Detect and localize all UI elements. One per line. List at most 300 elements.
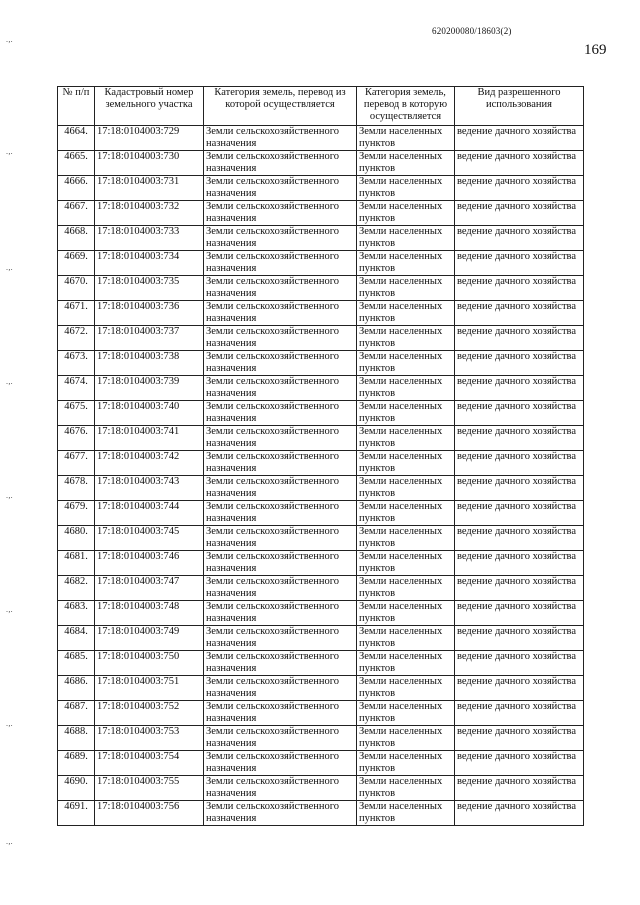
table-row (58, 201, 584, 226)
table-row (58, 751, 584, 776)
category-from (204, 301, 357, 326)
table-row (58, 676, 584, 701)
table-row (58, 426, 584, 451)
permitted-use (455, 401, 584, 426)
category-to (357, 551, 455, 576)
table-row (58, 126, 584, 151)
category-from (204, 501, 357, 526)
category-to-line2: пунктов (359, 713, 396, 724)
permitted-use-text: ведение дачного хозяйства (457, 576, 577, 587)
category-from-line1: Земли сельскохозяйственного (206, 726, 340, 737)
category-from (204, 726, 357, 751)
category-from-line1: Земли сельскохозяйственного (206, 801, 340, 812)
row-number-text: 4675. (64, 401, 88, 412)
cadastral-number (95, 276, 204, 301)
permitted-use-text: ведение дачного хозяйства (457, 151, 577, 162)
row-number (58, 426, 95, 451)
cadastral-number (95, 151, 204, 176)
category-from-line2: назначения (206, 613, 257, 624)
table-row (58, 701, 584, 726)
permitted-use-text: ведение дачного хозяйства (457, 701, 577, 712)
cadastral-number (95, 801, 204, 826)
permitted-use (455, 626, 584, 651)
category-to-line2: пунктов (359, 163, 396, 174)
row-number-text: 4689. (64, 751, 88, 762)
category-from-line1: Земли сельскохозяйственного (206, 526, 340, 537)
cadastral-number (95, 376, 204, 401)
permitted-use (455, 551, 584, 576)
category-to-line1: Земли населенных (359, 126, 443, 137)
table-row (58, 651, 584, 676)
table-row (58, 501, 584, 526)
cadastral-number (95, 176, 204, 201)
category-to (357, 276, 455, 301)
category-to (357, 226, 455, 251)
row-number (58, 576, 95, 601)
row-number (58, 251, 95, 276)
scan-mark: .‚. (6, 147, 13, 156)
category-to-line1: Земли населенных (359, 576, 443, 587)
cadastral-number (95, 401, 204, 426)
category-from-line2: назначения (206, 738, 257, 749)
category-to-line1: Земли населенных (359, 651, 443, 662)
category-to-line1: Земли населенных (359, 601, 443, 612)
category-from-line2: назначения (206, 288, 257, 299)
category-to-line2: пунктов (359, 313, 396, 324)
category-to-line1: Земли населенных (359, 776, 443, 787)
permitted-use (455, 126, 584, 151)
permitted-use (455, 601, 584, 626)
table-row (58, 551, 584, 576)
row-number (58, 326, 95, 351)
category-to-line2: пунктов (359, 463, 396, 474)
category-from (204, 401, 357, 426)
page-number: 169 (584, 42, 607, 58)
category-from-line1: Земли сельскохозяйственного (206, 151, 340, 162)
row-number-text: 4685. (64, 651, 88, 662)
scan-mark: .‚. (6, 377, 13, 386)
category-from-line1: Земли сельскохозяйственного (206, 501, 340, 512)
permitted-use-text: ведение дачного хозяйства (457, 326, 577, 337)
category-to-line1: Земли населенных (359, 401, 443, 412)
category-from (204, 476, 357, 501)
category-to-line2: пунктов (359, 263, 396, 274)
row-number-text: 4687. (64, 701, 88, 712)
row-number (58, 726, 95, 751)
permitted-use (455, 526, 584, 551)
cadastral-number (95, 651, 204, 676)
cadastral-number (95, 326, 204, 351)
category-from (204, 551, 357, 576)
cadastral-number-text: 17:18:0104003:741 (97, 426, 180, 437)
category-to (357, 251, 455, 276)
category-to (357, 726, 455, 751)
category-from-line2: назначения (206, 438, 257, 449)
permitted-use (455, 576, 584, 601)
permitted-use-text: ведение дачного хозяйства (457, 676, 577, 687)
category-to-line1: Земли населенных (359, 326, 443, 337)
row-number (58, 801, 95, 826)
category-from-line2: назначения (206, 313, 257, 324)
row-number-text: 4681. (64, 551, 88, 562)
cadastral-number (95, 226, 204, 251)
category-to-line1: Земли населенных (359, 801, 443, 812)
table-row (58, 451, 584, 476)
permitted-use-text: ведение дачного хозяйства (457, 426, 577, 437)
category-to (357, 776, 455, 801)
row-number-text: 4667. (64, 201, 88, 212)
category-to-line1: Земли населенных (359, 226, 443, 237)
cadastral-number-text: 17:18:0104003:745 (97, 526, 180, 537)
category-to-line2: пунктов (359, 363, 396, 374)
category-from (204, 326, 357, 351)
category-to-line1: Земли населенных (359, 176, 443, 187)
header-category-from: Категория земель, перевод из которой осуществляется (204, 87, 357, 126)
category-to-line1: Земли населенных (359, 201, 443, 212)
row-number (58, 451, 95, 476)
category-from-line1: Земли сельскохозяйственного (206, 651, 340, 662)
category-from-line1: Земли сельскохозяйственного (206, 176, 340, 187)
category-to-line2: пунктов (359, 213, 396, 224)
category-from (204, 801, 357, 826)
permitted-use-text: ведение дачного хозяйства (457, 401, 577, 412)
cadastral-number-text: 17:18:0104003:736 (97, 301, 180, 312)
category-to-line1: Земли населенных (359, 626, 443, 637)
cadastral-number (95, 576, 204, 601)
category-from-line2: назначения (206, 188, 257, 199)
cadastral-number-text: 17:18:0104003:730 (97, 151, 180, 162)
row-number-text: 4671. (64, 301, 88, 312)
category-from-line2: назначения (206, 388, 257, 399)
category-to-line2: пунктов (359, 438, 396, 449)
permitted-use-text: ведение дачного хозяйства (457, 301, 577, 312)
cadastral-number-text: 17:18:0104003:744 (97, 501, 180, 512)
permitted-use (455, 251, 584, 276)
cadastral-number (95, 426, 204, 451)
row-number (58, 526, 95, 551)
permitted-use-text: ведение дачного хозяйства (457, 226, 577, 237)
permitted-use-text: ведение дачного хозяйства (457, 801, 577, 812)
category-from (204, 126, 357, 151)
row-number (58, 176, 95, 201)
cadastral-number (95, 476, 204, 501)
cadastral-number (95, 676, 204, 701)
category-from-line1: Земли сельскохозяйственного (206, 701, 340, 712)
cadastral-number (95, 251, 204, 276)
category-from-line1: Земли сельскохозяйственного (206, 351, 340, 362)
permitted-use-text: ведение дачного хозяйства (457, 726, 577, 737)
category-to-line1: Земли населенных (359, 151, 443, 162)
category-from-line2: назначения (206, 588, 257, 599)
cadastral-number-text: 17:18:0104003:753 (97, 726, 180, 737)
category-to-line1: Земли населенных (359, 701, 443, 712)
table-row (58, 351, 584, 376)
category-from-line1: Земли сельскохозяйственного (206, 576, 340, 587)
category-from-line2: назначения (206, 488, 257, 499)
category-to (357, 601, 455, 626)
category-to (357, 501, 455, 526)
header-cadastral-number: Кадастровый номер земельного участка (95, 87, 204, 126)
row-number-text: 4679. (64, 501, 88, 512)
header-no: № п/п (58, 87, 95, 126)
category-from-line1: Земли сельскохозяйственного (206, 201, 340, 212)
category-from-line2: назначения (206, 513, 257, 524)
category-to-line2: пунктов (359, 638, 396, 649)
category-from-line1: Земли сельскохозяйственного (206, 551, 340, 562)
category-from-line2: назначения (206, 688, 257, 699)
row-number-text: 4672. (64, 326, 88, 337)
category-to-line1: Земли населенных (359, 676, 443, 687)
row-number-text: 4688. (64, 726, 88, 737)
category-to-line1: Земли населенных (359, 551, 443, 562)
row-number (58, 551, 95, 576)
row-number (58, 151, 95, 176)
cadastral-number (95, 751, 204, 776)
cadastral-number-text: 17:18:0104003:740 (97, 401, 180, 412)
category-from (204, 426, 357, 451)
category-from-line2: назначения (206, 813, 257, 824)
cadastral-number (95, 201, 204, 226)
category-from (204, 251, 357, 276)
row-number-text: 4669. (64, 251, 88, 262)
cadastral-number-text: 17:18:0104003:735 (97, 276, 180, 287)
table-row (58, 801, 584, 826)
permitted-use-text: ведение дачного хозяйства (457, 751, 577, 762)
table-row (58, 476, 584, 501)
permitted-use (455, 701, 584, 726)
row-number (58, 776, 95, 801)
category-to-line1: Земли населенных (359, 301, 443, 312)
category-from-line2: назначения (206, 663, 257, 674)
row-number (58, 651, 95, 676)
row-number (58, 301, 95, 326)
table-row (58, 376, 584, 401)
permitted-use-text: ведение дачного хозяйства (457, 351, 577, 362)
category-from (204, 351, 357, 376)
cadastral-number (95, 351, 204, 376)
category-to (357, 126, 455, 151)
category-from-line2: назначения (206, 763, 257, 774)
cadastral-number-text: 17:18:0104003:732 (97, 201, 180, 212)
category-from-line1: Земли сельскохозяйственного (206, 426, 340, 437)
category-to-line2: пунктов (359, 513, 396, 524)
category-to (357, 426, 455, 451)
category-to-line2: пунктов (359, 813, 396, 824)
category-from-line2: назначения (206, 713, 257, 724)
category-to-line2: пунктов (359, 288, 396, 299)
cadastral-number-text: 17:18:0104003:742 (97, 451, 180, 462)
cadastral-number-text: 17:18:0104003:729 (97, 126, 180, 137)
permitted-use-text: ведение дачного хозяйства (457, 376, 577, 387)
scan-mark: .‚. (6, 605, 13, 614)
row-number-text: 4666. (64, 176, 88, 187)
cadastral-number-text: 17:18:0104003:743 (97, 476, 180, 487)
permitted-use-text: ведение дачного хозяйства (457, 201, 577, 212)
cadastral-number-text: 17:18:0104003:734 (97, 251, 180, 262)
row-number (58, 401, 95, 426)
cadastral-number-text: 17:18:0104003:746 (97, 551, 180, 562)
category-to (357, 526, 455, 551)
row-number (58, 626, 95, 651)
category-from-line1: Земли сельскохозяйственного (206, 276, 340, 287)
document-reference: 620200080/18603(2) (432, 26, 512, 36)
table-row (58, 326, 584, 351)
category-to-line2: пунктов (359, 788, 396, 799)
cadastral-number (95, 551, 204, 576)
category-to-line1: Земли населенных (359, 426, 443, 437)
permitted-use (455, 376, 584, 401)
permitted-use (455, 326, 584, 351)
cadastral-number-text: 17:18:0104003:749 (97, 626, 180, 637)
row-number-text: 4668. (64, 226, 88, 237)
category-from-line2: назначения (206, 363, 257, 374)
cadastral-number-text: 17:18:0104003:750 (97, 651, 180, 662)
table-row (58, 176, 584, 201)
permitted-use (455, 276, 584, 301)
permitted-use (455, 151, 584, 176)
permitted-use-text: ведение дачного хозяйства (457, 626, 577, 637)
cadastral-number-text: 17:18:0104003:733 (97, 226, 180, 237)
category-to (357, 626, 455, 651)
cadastral-number (95, 626, 204, 651)
cadastral-number-text: 17:18:0104003:737 (97, 326, 180, 337)
cadastral-number-text: 17:18:0104003:754 (97, 751, 180, 762)
category-from (204, 601, 357, 626)
category-to-line2: пунктов (359, 588, 396, 599)
category-to-line2: пунктов (359, 188, 396, 199)
row-number-text: 4664. (64, 126, 88, 137)
row-number (58, 276, 95, 301)
category-to-line1: Земли населенных (359, 526, 443, 537)
table-row (58, 626, 584, 651)
permitted-use (455, 301, 584, 326)
category-to-line1: Земли населенных (359, 276, 443, 287)
category-to-line2: пунктов (359, 688, 396, 699)
permitted-use-text: ведение дачного хозяйства (457, 651, 577, 662)
permitted-use (455, 351, 584, 376)
permitted-use (455, 201, 584, 226)
category-from-line1: Земли сельскохозяйственного (206, 401, 340, 412)
cadastral-number (95, 776, 204, 801)
category-from-line1: Земли сельскохозяйственного (206, 126, 340, 137)
cadastral-number-text: 17:18:0104003:752 (97, 701, 180, 712)
row-number-text: 4686. (64, 676, 88, 687)
table-row (58, 151, 584, 176)
land-parcel-table (57, 86, 584, 826)
category-from (204, 751, 357, 776)
category-from-line2: назначения (206, 238, 257, 249)
row-number (58, 126, 95, 151)
category-from-line1: Земли сельскохозяйственного (206, 226, 340, 237)
category-to-line2: пунктов (359, 138, 396, 149)
row-number-text: 4684. (64, 626, 88, 637)
permitted-use-text: ведение дачного хозяйства (457, 551, 577, 562)
category-from (204, 626, 357, 651)
permitted-use-text: ведение дачного хозяйства (457, 526, 577, 537)
category-to (357, 576, 455, 601)
table-header-row (58, 87, 584, 126)
category-from-line1: Земли сельскохозяйственного (206, 601, 340, 612)
category-to (357, 351, 455, 376)
category-to-line1: Земли населенных (359, 726, 443, 737)
cadastral-number (95, 726, 204, 751)
cadastral-number-text: 17:18:0104003:748 (97, 601, 180, 612)
category-to-line1: Земли населенных (359, 476, 443, 487)
permitted-use-text: ведение дачного хозяйства (457, 476, 577, 487)
category-to (357, 451, 455, 476)
category-from-line2: назначения (206, 138, 257, 149)
category-to-line2: пунктов (359, 488, 396, 499)
permitted-use-text: ведение дачного хозяйства (457, 251, 577, 262)
permitted-use (455, 176, 584, 201)
category-from-line1: Земли сельскохозяйственного (206, 476, 340, 487)
category-to (357, 201, 455, 226)
category-to (357, 326, 455, 351)
row-number (58, 201, 95, 226)
category-to (357, 476, 455, 501)
cadastral-number-text: 17:18:0104003:747 (97, 576, 180, 587)
category-from-line2: назначения (206, 538, 257, 549)
category-from-line1: Земли сельскохозяйственного (206, 676, 340, 687)
category-to-line2: пунктов (359, 538, 396, 549)
category-to-line2: пунктов (359, 388, 396, 399)
category-from-line2: назначения (206, 163, 257, 174)
permitted-use-text: ведение дачного хозяйства (457, 601, 577, 612)
cadastral-number-text: 17:18:0104003:739 (97, 376, 180, 387)
row-number-text: 4691. (64, 801, 88, 812)
permitted-use (455, 801, 584, 826)
table-row (58, 726, 584, 751)
permitted-use-text: ведение дачного хозяйства (457, 126, 577, 137)
category-from (204, 151, 357, 176)
header-permitted-use: Вид разрешенного использования (455, 87, 584, 126)
category-to-line1: Земли населенных (359, 501, 443, 512)
table-row (58, 776, 584, 801)
scan-mark: .‚. (6, 491, 13, 500)
table-row (58, 601, 584, 626)
permitted-use (455, 501, 584, 526)
category-from-line2: назначения (206, 263, 257, 274)
row-number-text: 4677. (64, 451, 88, 462)
row-number (58, 601, 95, 626)
cadastral-number (95, 451, 204, 476)
cadastral-number-text: 17:18:0104003:738 (97, 351, 180, 362)
cadastral-number-text: 17:18:0104003:755 (97, 776, 180, 787)
category-from (204, 676, 357, 701)
category-to (357, 401, 455, 426)
row-number-text: 4676. (64, 426, 88, 437)
row-number-text: 4673. (64, 351, 88, 362)
cadastral-number (95, 601, 204, 626)
category-to-line2: пунктов (359, 338, 396, 349)
category-to (357, 151, 455, 176)
row-number (58, 226, 95, 251)
category-from (204, 201, 357, 226)
category-from-line1: Земли сельскохозяйственного (206, 776, 340, 787)
category-to (357, 301, 455, 326)
permitted-use (455, 451, 584, 476)
category-to-line1: Земли населенных (359, 751, 443, 762)
category-from (204, 276, 357, 301)
category-from-line1: Земли сельскохозяйственного (206, 326, 340, 337)
permitted-use-text: ведение дачного хозяйства (457, 451, 577, 462)
category-to (357, 176, 455, 201)
category-from-line2: назначения (206, 788, 257, 799)
permitted-use (455, 776, 584, 801)
category-to-line1: Земли населенных (359, 351, 443, 362)
category-from-line1: Земли сельскохозяйственного (206, 376, 340, 387)
table-row (58, 276, 584, 301)
